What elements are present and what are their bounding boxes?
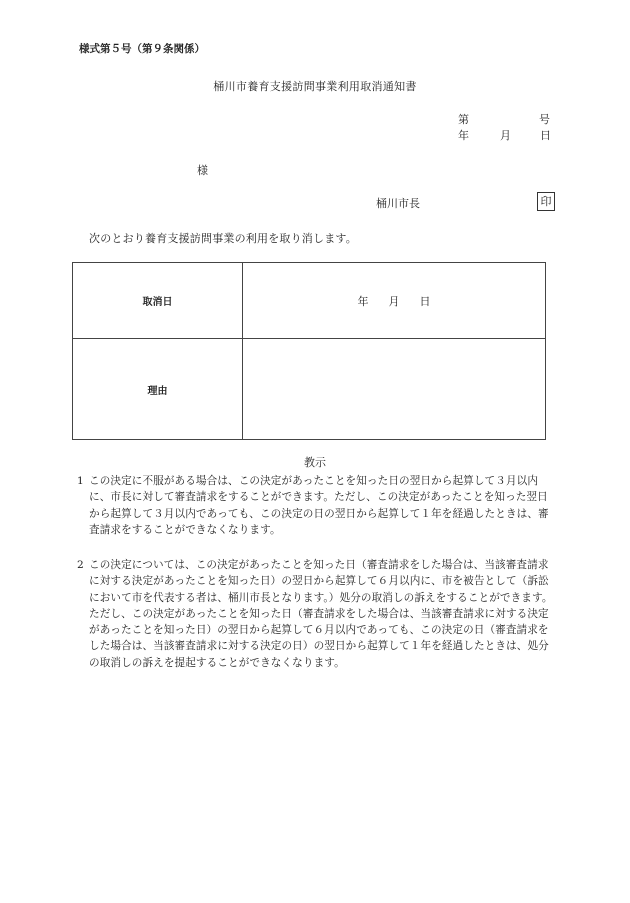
cancellation-table xyxy=(72,262,546,440)
cancel-date-month: 月 xyxy=(388,294,400,308)
table-row-cancel-date xyxy=(73,263,546,339)
reason-field xyxy=(243,339,546,440)
notice-item-number: 1 xyxy=(77,475,84,487)
recipient-honorific: 様 xyxy=(197,164,208,177)
reason-label: 理由 xyxy=(73,339,243,440)
issue-date-month: 月 xyxy=(500,129,511,142)
document-title: 桶川市養育支援訪問事業利用取消通知書 xyxy=(213,80,417,93)
cancel-date-day: 日 xyxy=(419,294,431,308)
cancel-date-year: 年 xyxy=(357,294,369,308)
table-row-reason xyxy=(73,339,546,440)
document-number-prefix: 第 xyxy=(458,113,469,126)
seal-stamp-box: 印 xyxy=(537,192,555,211)
cancel-date-field xyxy=(243,263,546,339)
document-number-suffix: 号 xyxy=(539,113,550,126)
intro-text: 次のとおり養育支援訪問事業の利用を取り消します。 xyxy=(89,232,357,245)
notice-item-number: 2 xyxy=(77,559,84,571)
sender-name: 桶川市長 xyxy=(376,197,420,210)
issue-date-year: 年 xyxy=(458,129,469,142)
issue-date-day: 日 xyxy=(540,129,551,142)
notice-item-text: この決定に不服がある場合は、この決定があったことを知った日の翌日から起算して３月以内に、市長に対して審査請求をすることができます。ただし、この決定があったことを知った翌日から起算して３月以内であっても、この決定の日の翌日から起算して１年を経過したときは、審査請求をすることができなくなります。 xyxy=(89,475,549,536)
form-number: 様式第５号（第９条関係） xyxy=(79,43,205,55)
notice-title: 教示 xyxy=(304,456,326,469)
notice-item xyxy=(77,473,557,538)
notice-item xyxy=(77,557,557,671)
notice-item-text: この決定については、この決定があったことを知った日（審査請求をした場合は、当該審査請求に対する決定があったことを知った日）の翌日から起算して６月以内に、市を被告として（訴訟において市を代表する者は、桶川市長となります。）処分の取消しの訴えをすることができます。ただし、この決定があったことを知った日（審査請求をした場合は、当該審査請求に対する決定があったことを知った日）の翌日から起算して６月以内であっても、この決定の日（審査請求をした場合は、当該審査請求に対する決定の日）の翌日から起算して１年を経過したときは、処分の取消しの訴えを提起することができなくなります。 xyxy=(89,559,553,669)
cancel-date-label: 取消日 xyxy=(73,263,243,339)
